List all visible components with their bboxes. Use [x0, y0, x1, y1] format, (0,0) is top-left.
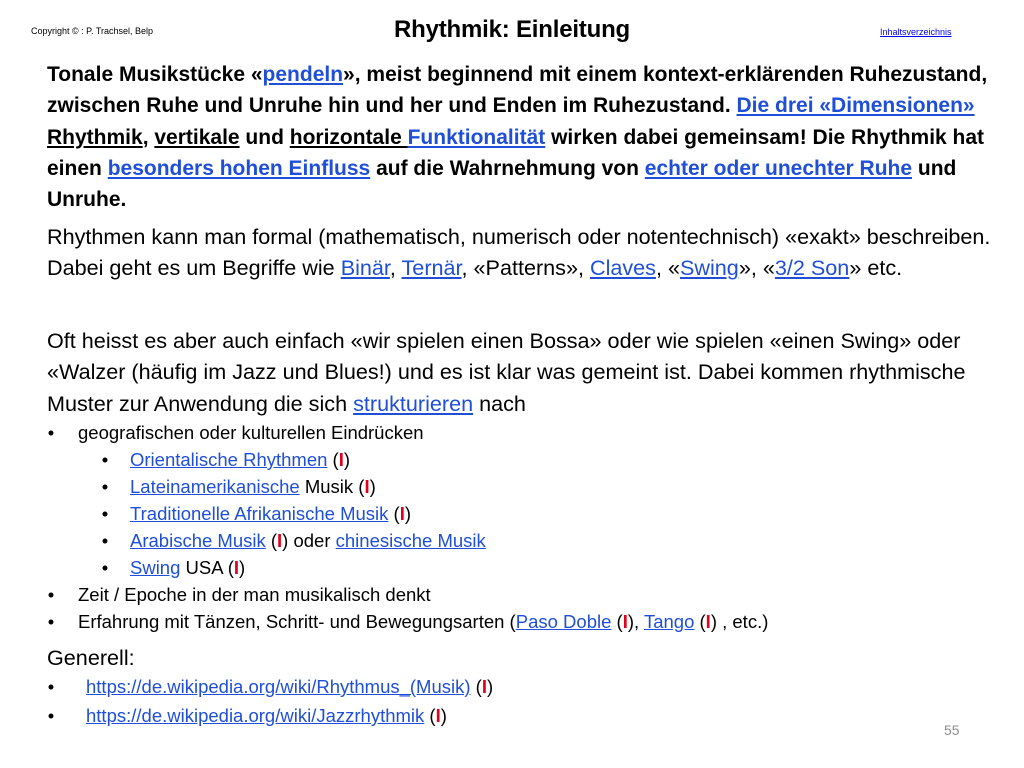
- text: ): [404, 503, 412, 524]
- marker-i[interactable]: I: [364, 476, 370, 497]
- text: und Unruhe.: [47, 156, 957, 212]
- text: (: [470, 676, 482, 697]
- text: geografischen oder kulturellen Eindrücken: [78, 422, 424, 443]
- text: (: [424, 705, 436, 726]
- marker-i[interactable]: I: [338, 449, 344, 470]
- pattern-paragraph: [47, 325, 1007, 419]
- underlined-vertikale: vertikale: [154, 125, 240, 149]
- link-binaer[interactable]: Binär: [340, 255, 390, 281]
- text: wirken dabei gemeinsam! Die Rhythmik hat einen: [47, 125, 985, 180]
- bullet-icon: •: [47, 611, 55, 632]
- link-wiki-jazzrhythmik[interactable]: https://de.wikipedia.org/wiki/Jazzrhythmik: [86, 705, 425, 726]
- link-strukturieren[interactable]: strukturieren: [353, 390, 474, 416]
- text: ,: [389, 255, 402, 281]
- page-number: 55: [944, 722, 960, 738]
- link-lateinamerikanische[interactable]: Lateinamerikanische: [130, 476, 300, 497]
- text: (: [694, 611, 706, 632]
- link-orientalische[interactable]: Orientalische Rhythmen: [130, 449, 328, 470]
- link-dimensionen[interactable]: Die drei «Dimensionen»: [736, 94, 975, 118]
- general-heading: Generell:: [47, 645, 135, 670]
- text: ) oder: [282, 530, 336, 551]
- bullet-icon: •: [101, 476, 109, 497]
- text: ) , etc.): [710, 611, 769, 632]
- link-ruhe[interactable]: echter oder unechter Ruhe: [644, 156, 913, 180]
- rhythm-paragraph: [47, 221, 1007, 284]
- bullet-icon: •: [47, 705, 55, 726]
- page-title: Rhythmik: Einleitung: [393, 16, 630, 43]
- link-arabische[interactable]: Arabische Musik: [130, 530, 266, 551]
- underlined-rhythmik: Rhythmik: [47, 125, 143, 149]
- text: und: [239, 125, 290, 149]
- marker-i[interactable]: I: [399, 503, 405, 524]
- text: » etc.: [849, 255, 903, 281]
- text: ): [486, 676, 494, 697]
- copyright-text: Copyright © : P. Trachsel, Belp: [31, 26, 154, 36]
- link-paso-doble[interactable]: Paso Doble: [515, 611, 612, 632]
- text: Rhythmen kann man formal (mathematisch, numerisch oder notentechnisch) «exakt» beschreiben. Dabei geht es um Begriffe wie: [47, 224, 991, 281]
- link-swing-usa[interactable]: Swing: [130, 557, 181, 578]
- marker-i[interactable]: I: [435, 705, 441, 726]
- bullet-icon: •: [47, 676, 55, 697]
- bullet-icon: •: [101, 557, 109, 578]
- marker-i[interactable]: I: [622, 611, 628, 632]
- link-son[interactable]: 3/2 Son: [774, 255, 850, 281]
- text: ): [369, 476, 376, 497]
- bullet-icon: •: [101, 503, 109, 524]
- intro-paragraph: [47, 59, 1007, 215]
- text: (: [388, 503, 400, 524]
- link-afrikanische[interactable]: Traditionelle Afrikanische Musik: [130, 503, 389, 524]
- text: », «: [738, 255, 775, 281]
- link-wiki-rhythmus[interactable]: https://de.wikipedia.org/wiki/Rhythmus_(Musik): [86, 676, 471, 697]
- marker-i[interactable]: I: [705, 611, 711, 632]
- link-chinesische[interactable]: chinesische Musik: [335, 530, 486, 551]
- marker-i[interactable]: I: [481, 676, 487, 697]
- bullet-icon: •: [101, 530, 109, 551]
- toc-link[interactable]: Inhaltsverzeichnis: [880, 27, 952, 37]
- text: ): [343, 449, 351, 470]
- link-funktionalitaet[interactable]: Funktionalität: [407, 125, 546, 149]
- underlined-horizontale: horizontale: [289, 125, 408, 149]
- text: », meist beginnend mit einem kontext-erklärenden Ruhezustand, zwischen Ruhe und Unruhe hin und her und Enden im Ruhezustand.: [47, 63, 988, 118]
- text: Zeit / Epoche in der man musikalisch denkt: [78, 584, 431, 605]
- bullet-icon: •: [101, 449, 109, 470]
- link-claves[interactable]: Claves: [589, 255, 656, 281]
- text: , «: [655, 255, 680, 281]
- text: nach: [473, 390, 526, 416]
- link-pendeln[interactable]: pendeln: [262, 63, 344, 86]
- text: ): [239, 557, 246, 578]
- link-swing[interactable]: Swing: [680, 255, 739, 281]
- text: Musik (: [299, 476, 365, 497]
- text: (: [265, 530, 278, 551]
- text: Erfahrung mit Tänzen, Schritt- und Bewegungsarten (: [78, 611, 516, 632]
- link-ternaer[interactable]: Ternär: [401, 255, 462, 281]
- bullet-icon: •: [47, 422, 55, 443]
- marker-i[interactable]: I: [233, 557, 239, 578]
- text: (: [327, 449, 339, 470]
- text: ): [440, 705, 447, 726]
- text: USA (: [180, 557, 234, 578]
- text: , «Patterns»,: [461, 255, 590, 281]
- link-tango[interactable]: Tango: [643, 611, 695, 632]
- bullet-icon: •: [47, 584, 55, 605]
- text: ,: [142, 125, 155, 149]
- text: Tonale Musikstücke «: [47, 63, 263, 86]
- text: auf die Wahrnehmung von: [370, 156, 645, 180]
- text: (: [611, 611, 623, 632]
- marker-i[interactable]: I: [277, 530, 283, 551]
- link-einfluss[interactable]: besonders hohen Einfluss: [107, 156, 371, 180]
- text: ),: [627, 611, 644, 632]
- text: Oft heisst es aber auch einfach «wir spielen einen Bossa» oder wie spielen «einen Swing» oder «Walzer (häufig im Jazz und Blues!) und es ist klar was gemeint ist. Dabei kommen rhythmische Muster zur Anwendung die sich: [47, 328, 966, 416]
